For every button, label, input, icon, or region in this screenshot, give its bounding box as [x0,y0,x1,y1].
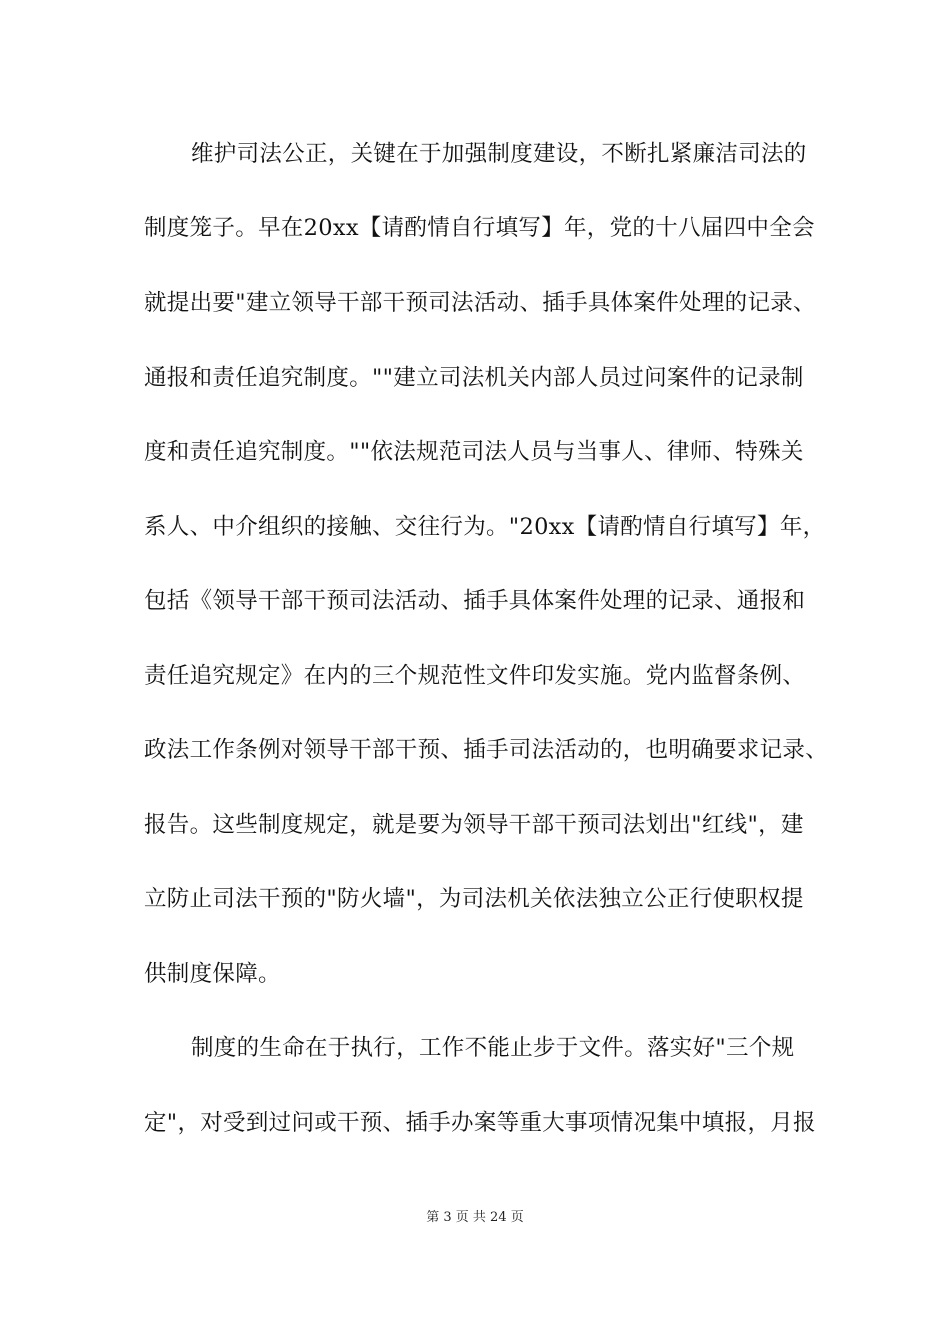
page-number-footer: 第 3 页 共 24 页 [426,1210,524,1225]
paragraph-1-line-11: 立防止司法干预的"防火墙"，为司法机关依法独立公正行使职权提 [144,886,804,912]
paragraph-1-line-6: 系人、中介组织的接触、交往行为。"20xx【请酌情自行填写】年， [144,514,826,540]
paragraph-1-line-10: 报告。这些制度规定，就是要为领导干部干预司法划出"红线"，建 [144,812,804,838]
paragraph-1-line-3: 就提出要"建立领导干部干预司法活动、插手具体案件处理的记录、 [144,290,816,316]
paragraph-1-line-7: 包括《领导干部干预司法活动、插手具体案件处理的记录、通报和 [144,588,806,614]
paragraph-1-line-2: 制度笼子。早在20xx【请酌情自行填写】年，党的十八届四中全会 [144,215,815,241]
paragraph-1-line-8: 责任追究规定》在内的三个规范性文件印发实施。党内监督条例、 [144,663,806,689]
paragraph-1-line-9: 政法工作条例对领导干部干预、插手司法活动的，也明确要求记录、 [144,737,829,763]
paragraph-1-line-1: 维护司法公正，关键在于加强制度建设，不断扎紧廉洁司法的 [191,141,807,167]
paragraph-1-line-4: 通报和责任追究制度。""建立司法机关内部人员过问案件的记录制 [144,365,804,391]
paragraph-1-line-12: 供制度保障。 [144,961,281,987]
paragraph-2-line-1: 制度的生命在于执行，工作不能止步于文件。落实好"三个规 [191,1035,795,1061]
paragraph-2-line-2: 定"，对受到过问或干预、插手办案等重大事项情况集中填报，月报 [144,1110,816,1136]
paragraph-1-line-5: 度和责任追究制度。""依法规范司法人员与当事人、律师、特殊关 [144,439,804,465]
